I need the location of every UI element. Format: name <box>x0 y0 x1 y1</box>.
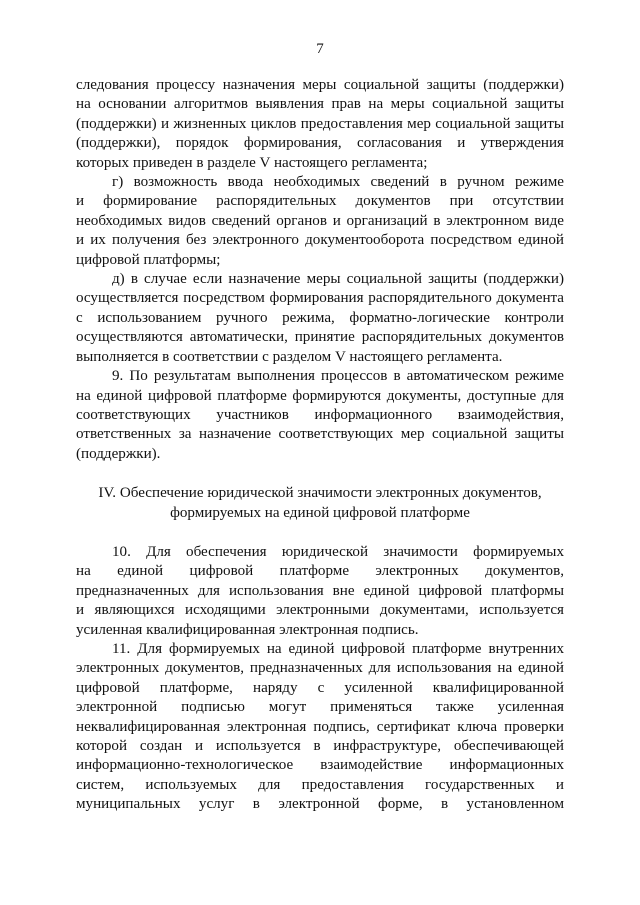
text-line: на основании алгоритмов выявления прав на меры социальной защиты <box>76 96 564 113</box>
text-line: 9. По результатам выполнения процессов в автоматическом режиме <box>112 368 564 385</box>
text-line: (поддержки). <box>76 445 161 462</box>
text-line: выполняется в соответствии с разделом V настоящего регламента. <box>76 348 503 365</box>
text-line: цифровой платформы; <box>76 251 221 268</box>
paragraph-continuation <box>76 76 564 173</box>
text-line: на единой цифровой платформе формируются документы, доступные для <box>76 387 564 404</box>
text-line: электронной подписью могут применяться также усиленная <box>76 699 564 716</box>
text-line: и являющихся исходящими электронными документами, используется <box>76 602 564 619</box>
paragraph-item-d <box>76 270 564 367</box>
text-line: информационно-технологическое взаимодействие информационных <box>76 757 564 774</box>
text-line: необходимых видов сведений органов и организаций в электронном виде <box>76 212 564 229</box>
text-line: осуществляется посредством формирования распорядительного документа <box>76 290 564 307</box>
text-line: д) в случае если назначение меры социальной защиты (поддержки) <box>112 271 564 288</box>
paragraph-clause-10 <box>76 543 564 640</box>
page-number: 7 <box>316 41 324 57</box>
text-line: электронных документов, предназначенных для использования на единой <box>76 660 564 677</box>
text-line: (поддержки), порядок формирования, согласования и утверждения <box>76 135 564 152</box>
text-line: на единой цифровой платформе электронных документов, <box>76 563 564 580</box>
text-line: соответствующих участников информационного взаимодействия, <box>76 406 564 423</box>
paragraph-clause-11 <box>76 640 564 815</box>
paragraph-clause-9 <box>76 367 564 464</box>
text-line: осуществляются автоматически, принятие распорядительных документов <box>76 329 564 346</box>
text-line: ответственных за назначение соответствующих мер социальной защиты <box>76 426 564 443</box>
text-line: 11. Для формируемых на единой цифровой платформе внутренних <box>112 640 564 657</box>
text-line: г) возможность ввода необходимых сведений в ручном режиме <box>112 174 564 191</box>
heading-line: IV. Обеспечение юридической значимости электронных документов, <box>98 485 542 502</box>
text-line: (поддержки) и жизненных циклов предоставления мер социальной защиты <box>76 115 564 132</box>
section-heading <box>76 484 564 523</box>
text-line: которых приведен в разделе V настоящего регламента; <box>76 154 428 171</box>
document-body <box>76 76 564 815</box>
text-line: усиленная квалифицированная электронная подпись. <box>76 621 419 638</box>
text-line: предназначенных для использования вне единой цифровой платформы <box>76 582 564 599</box>
text-line: с использованием ручного режима, форматно-логические контроли <box>76 309 564 326</box>
heading-line: формируемых на единой цифровой платформе <box>170 504 470 521</box>
text-line: следования процессу назначения меры социальной защиты (поддержки) <box>76 77 564 93</box>
text-line: систем, используемых для предоставления государственных и <box>76 776 564 793</box>
text-line: и формирование распорядительных документов при отсутствии <box>76 193 564 210</box>
text-line: неквалифицированная электронная подпись, сертификат ключа проверки <box>76 718 564 735</box>
paragraph-item-g <box>76 173 564 270</box>
text-line: которой создан и используется в инфраструктуре, обеспечивающей <box>76 738 564 754</box>
text-line: 10. Для обеспечения юридической значимости формируемых <box>112 543 564 560</box>
text-line: и их получения без электронного документооборота посредством единой <box>76 232 564 249</box>
text-line: муниципальных услуг в электронной форме, в установленном <box>76 796 564 813</box>
text-line: цифровой платформе, наряду с усиленной квалифицированной <box>76 679 564 696</box>
